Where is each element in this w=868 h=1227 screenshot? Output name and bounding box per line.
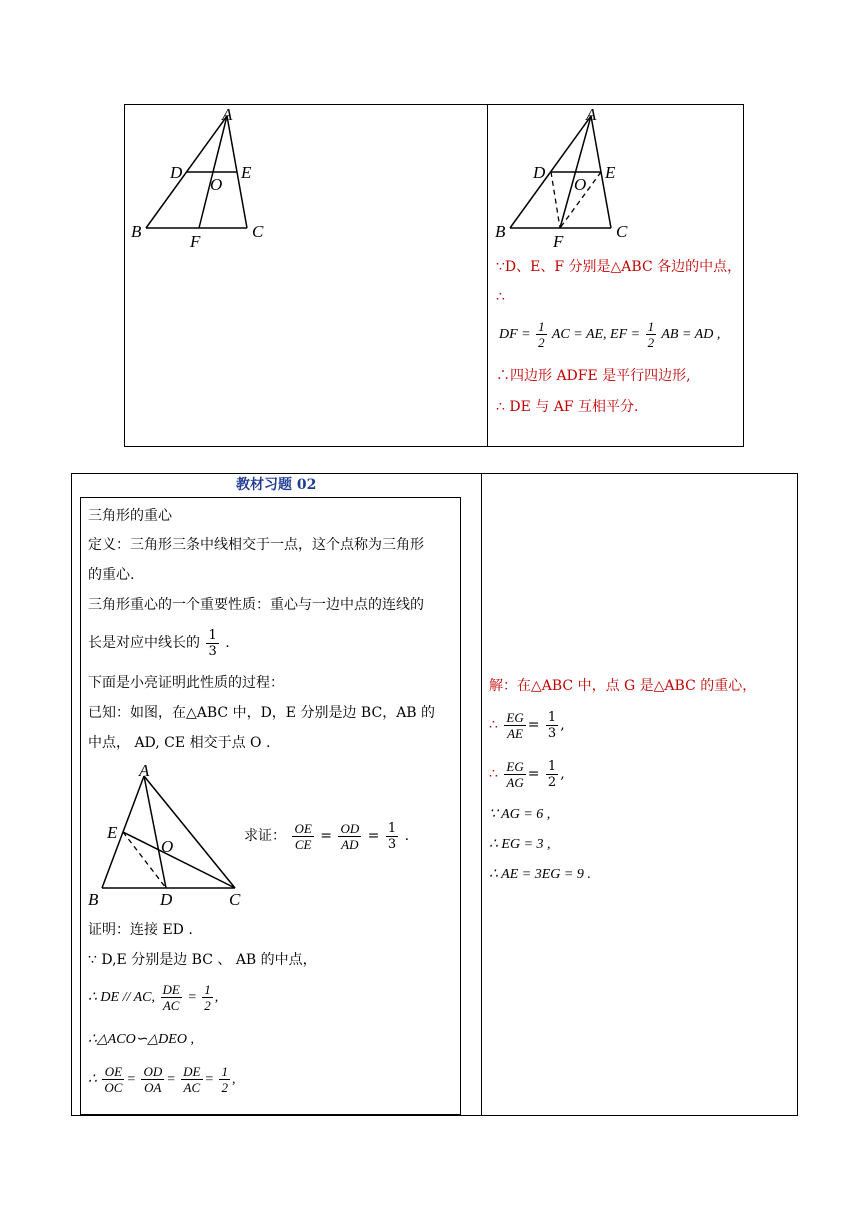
top-proof-line-2: ∴: [496, 289, 505, 305]
proof-line-5: ∴ $\frac{OE}{OC}$ = $\frac{OD}{OA}$ = $\frac{DE}{AC}$ = $\frac{1}{2}$ ,: [88, 1064, 236, 1096]
label-d: D: [170, 163, 183, 182]
top-right-triangle-figure: [490, 106, 650, 256]
proof-line-2: ∵ D,E 分别是边 BC 、 AB 的中点，: [88, 952, 317, 968]
label-b: B: [131, 222, 142, 241]
exercise-title: 教材习题 02: [236, 477, 317, 493]
problem-line-8: 中点， AD, CE 相交于点 O .: [88, 735, 271, 751]
label-e: E: [107, 823, 118, 842]
problem-line-1: 三角形的重心: [88, 508, 172, 524]
label-d: D: [160, 890, 173, 909]
solution-line-3: ∴ $\frac{EG}{AG}$ = $\frac{1}{2}$ ,: [489, 758, 565, 790]
label-a: A: [139, 761, 150, 780]
label-d: D: [533, 163, 546, 182]
problem-line-7: 已知：如图，在△ABC 中，D，E 分别是边 BC，AB 的: [88, 705, 436, 721]
bottom-table-divider: [481, 473, 482, 1116]
label-a: A: [222, 106, 233, 124]
label-f: F: [190, 232, 201, 251]
problem-line-2: 定义：三角形三条中线相交于一点，这个点称为三角形: [88, 537, 424, 553]
label-a: A: [586, 106, 597, 124]
label-e: E: [241, 163, 252, 182]
label-o: O: [574, 175, 587, 194]
proof-line-4: ∴△ACO∽△DEO ,: [88, 1032, 194, 1047]
proof-line-3: ∴ DE // AC, $\frac{DE}{AC}$ = $\frac{1}{2}$ ,: [88, 982, 219, 1014]
label-e: E: [605, 163, 616, 182]
label-c: C: [229, 890, 241, 909]
label-f: F: [553, 232, 564, 251]
problem-line-4: 三角形重心的一个重要性质：重心与一边中点的连线的: [88, 597, 424, 613]
problem-line-6: 下面是小亮证明此性质的过程：: [88, 675, 284, 691]
top-proof-line-5: ∴ DE 与 AF 互相平分.: [496, 399, 639, 415]
solution-line-2: ∴ $\frac{EG}{AE}$ = $\frac{1}{3}$ ,: [489, 709, 565, 741]
top-left-triangle-figure: [126, 106, 286, 256]
label-b: B: [495, 222, 506, 241]
top-proof-line-4: ∴四边形 ADFE 是平行四边形,: [496, 368, 691, 384]
top-proof-line-1: ∵D、E、F 分别是△ABC 各边的中点，: [496, 259, 742, 275]
label-o: O: [210, 175, 223, 194]
proof-line-1: 证明：连接 ED .: [88, 922, 193, 938]
centroid-triangle-figure: [86, 760, 256, 910]
prove-statement: 求证： $\frac{OE}{CE}$ = $\frac{OD}{AD}$ = $\frac{1}{3}$ .: [244, 820, 410, 852]
label-b: B: [88, 890, 99, 909]
label-c: C: [616, 222, 628, 241]
label-o: O: [161, 837, 174, 856]
label-c: C: [252, 222, 264, 241]
top-table-divider: [487, 104, 488, 447]
top-proof-line-3: DF = $\frac{1}{2}$ AC = AE, EF = $\frac{1}{2}$ AB = AD ,: [499, 319, 721, 351]
problem-line-5: 长是对应中线长的 $\frac{1}{3}$ .: [88, 627, 230, 659]
solution-line-6: ∴ AE = 3EG = 9 .: [489, 867, 591, 882]
solution-line-1: 解：在△ABC 中，点 G 是△ABC 的重心，: [489, 678, 757, 694]
solution-line-5: ∴ EG = 3 ,: [489, 837, 551, 852]
solution-line-4: ∵ AG = 6 ,: [489, 807, 551, 822]
problem-line-3: 的重心.: [88, 567, 135, 583]
